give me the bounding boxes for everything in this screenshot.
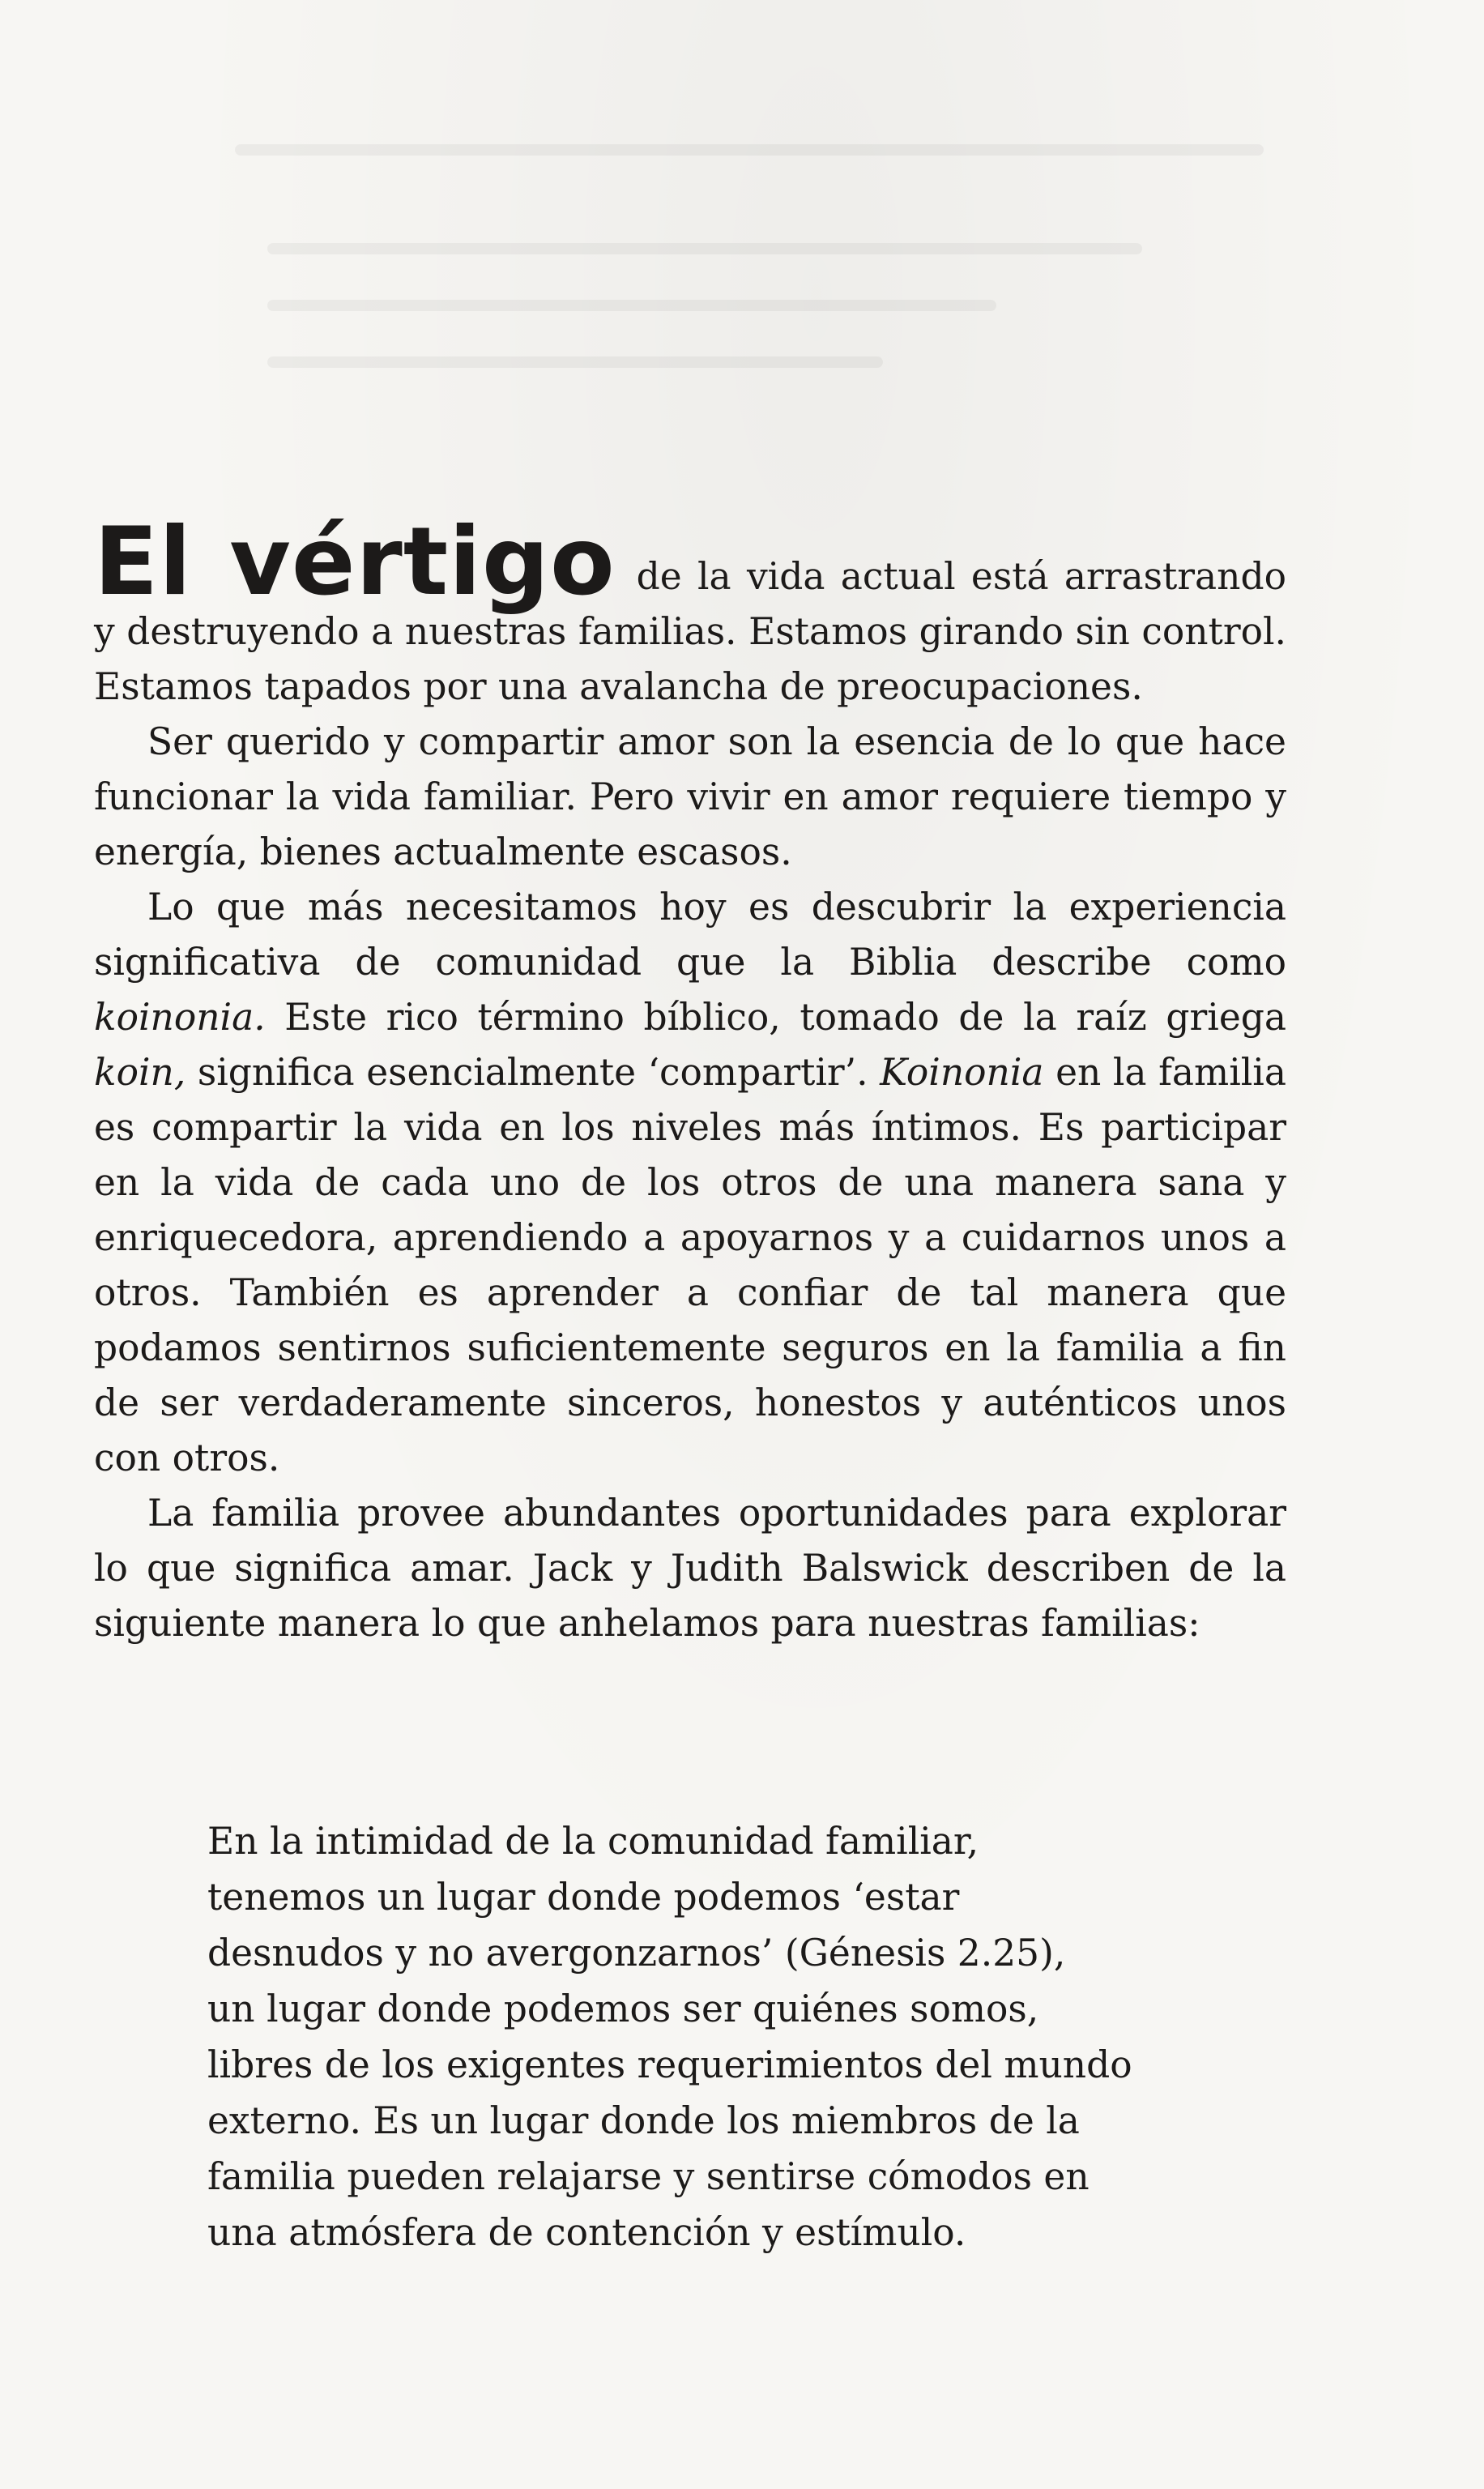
quote-line: desnudos y no avergonzarnos’ (Génesis 2.25), xyxy=(207,1932,1066,1975)
koinonia-term: koinonia. xyxy=(94,996,266,1039)
koinonia-term-capitalized: Koinonia xyxy=(880,1051,1044,1094)
koinonia-text-part: significa esencialmente ‘compartir’. xyxy=(186,1051,881,1094)
quote-line: una atmósfera de contención y estímulo. xyxy=(207,2211,966,2254)
koinonia-text-part: Lo que más necesitamos hoy es descubrir la experiencia significativa de comunidad que la Biblia describe como xyxy=(94,886,1286,984)
quote-line: tenemos un lugar donde podemos ‘estar xyxy=(207,1876,960,1919)
koinonia-text-part: Este rico término bíblico, tomado de la raíz griega xyxy=(265,996,1286,1039)
koinonia-text-part: en la familia es compartir la vida en los niveles más íntimos. Es participar en la vida de cada uno de los otros de una manera sana y enriquecedora, aprendiendo a apoyarnos y a cuidarnos unos a otros. También es aprender a confiar de tal manera que podamos sentirnos suficientemente seguros en la familia a fin de ser verdaderamente sinceros, honestos y auténticos unos con otros. xyxy=(94,1051,1286,1479)
koin-term: koin, xyxy=(94,1051,186,1094)
bleed-through-line xyxy=(235,144,1264,156)
quote-line: familia pueden relajarse y sentirse cómodos en xyxy=(207,2155,1090,2198)
bleed-through-line xyxy=(267,300,996,311)
quote-line: un lugar donde podemos ser quiénes somos, xyxy=(207,1987,1039,2030)
body-text xyxy=(94,507,1286,1651)
bleed-through-line xyxy=(267,356,883,368)
paragraph-family-opportunities: La familia provee abundantes oportunidades para explorar lo que significa amar. Jack y Judith Balswick describen de la siguiente manera lo que anhelamos para nuestras familias: xyxy=(94,1492,1286,1645)
chapter-opening-title: El vértigo xyxy=(94,507,616,617)
quote-line: libres de los exigentes requerimientos del mundo xyxy=(207,2043,1132,2086)
paragraph-koinonia xyxy=(94,880,1286,1486)
opening-lead-text: de la vida actual está arrastrando y destruyendo a nuestras familias. Estamos girando sin control. Estamos tapados por una avalancha de preocupaciones. xyxy=(94,555,1286,708)
quote-line: externo. Es un lugar donde los miembros de la xyxy=(207,2099,1080,2142)
quote-line: En la intimidad de la comunidad familiar, xyxy=(207,1820,979,1863)
opening-paragraph xyxy=(94,507,1286,715)
block-quote-balswick xyxy=(207,1813,1277,2261)
paragraph-love: Ser querido y compartir amor son la esencia de lo que hace funcionar la vida familiar. Pero vivir en amor requiere tiempo y energía, bienes actualmente escasos. xyxy=(94,720,1286,873)
bleed-through-line xyxy=(267,243,1142,254)
